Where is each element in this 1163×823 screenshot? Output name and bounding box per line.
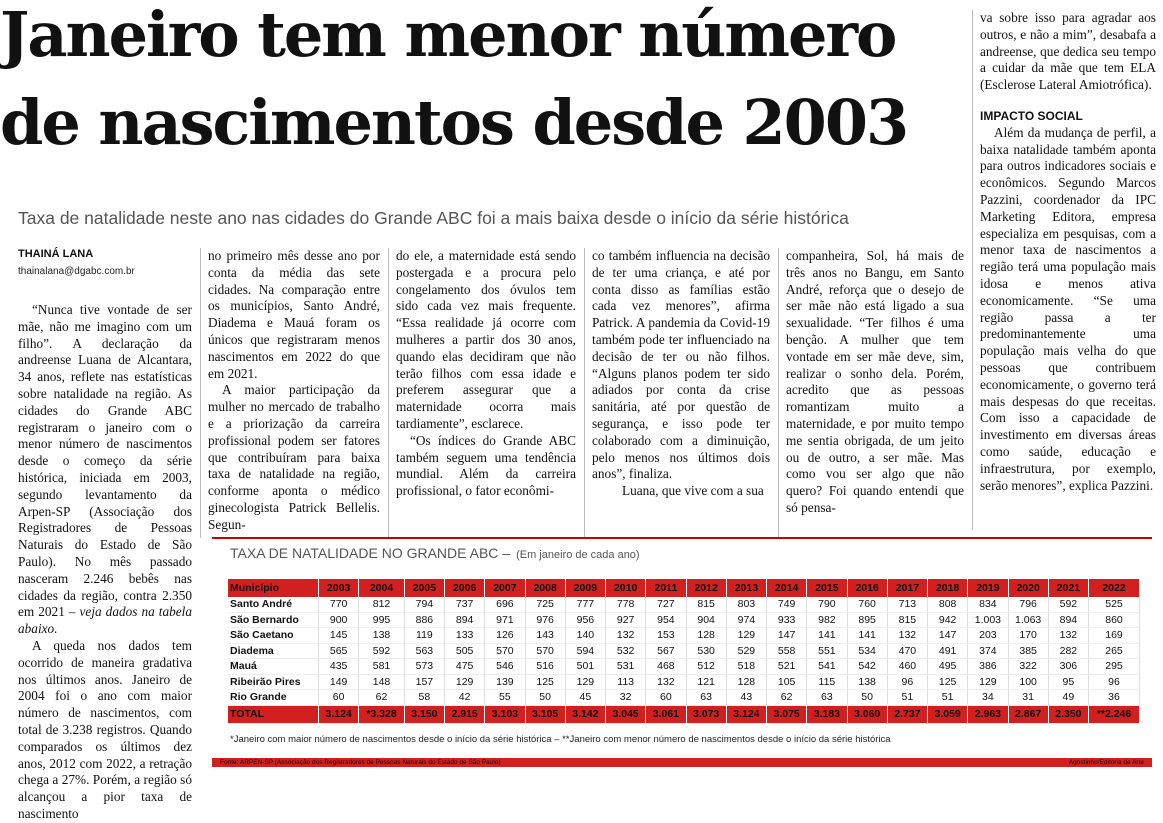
total-cell: 3.124 xyxy=(726,705,766,723)
table-cell: 34 xyxy=(968,690,1008,706)
table-total-row xyxy=(228,705,1140,723)
table-cell: 525 xyxy=(1089,597,1140,612)
col6-paragraph-1: va sobre isso para agradar aos outros, e não a mim”, desabafa a andreense, que dedica seu tempo a cuidar da mãe que tem ELA (Esclerose Lateral Amiotrófica). xyxy=(980,10,1156,93)
birth-rate-table-box xyxy=(212,537,1152,761)
table-cell: 518 xyxy=(726,659,766,675)
table-cell: 505 xyxy=(445,643,485,659)
column-divider xyxy=(584,248,585,538)
column-header-year: 2017 xyxy=(887,579,927,597)
source-bar xyxy=(212,758,1152,767)
table-cell: 322 xyxy=(1008,659,1048,675)
table-cell: 50 xyxy=(847,690,887,706)
column-header-year: 2019 xyxy=(968,579,1008,597)
headline-line-2: de nascimentos desde 2003 xyxy=(0,86,908,159)
table-cell: 796 xyxy=(1008,597,1048,612)
headline-line-1: Janeiro tem menor número xyxy=(0,0,896,71)
byline-author: THAINÁ LANA xyxy=(18,248,94,260)
table-cell: 58 xyxy=(404,690,444,706)
article-column-2 xyxy=(208,248,380,534)
table-cell: 282 xyxy=(1048,643,1088,659)
table-cell: 385 xyxy=(1008,643,1048,659)
table-cell: 265 xyxy=(1089,643,1140,659)
table-cell: 148 xyxy=(359,674,405,690)
table-cell: 581 xyxy=(359,659,405,675)
table-cell: 541 xyxy=(807,659,847,675)
table-cell: 491 xyxy=(928,643,968,659)
table-cell: 128 xyxy=(726,674,766,690)
column-header-year: 2010 xyxy=(606,579,646,597)
column-header-year: 2015 xyxy=(807,579,847,597)
article-column-3 xyxy=(396,248,576,534)
row-label: Rio Grande xyxy=(228,690,319,706)
table-cell: 886 xyxy=(404,612,444,628)
table-cell: 170 xyxy=(1008,628,1048,644)
table-cell: 49 xyxy=(1048,690,1088,706)
total-cell: 2.963 xyxy=(968,705,1008,723)
table-cell: 542 xyxy=(847,659,887,675)
table-cell: 713 xyxy=(887,597,927,612)
table-cell: 592 xyxy=(359,643,405,659)
article-column-4 xyxy=(592,248,770,534)
table-cell: 147 xyxy=(928,628,968,644)
total-cell: 3.142 xyxy=(565,705,605,723)
section-heading-impacto-social: IMPACTO SOCIAL xyxy=(980,108,1083,123)
table-cell: 971 xyxy=(485,612,525,628)
table-cell: 696 xyxy=(485,597,525,612)
table-cell: 558 xyxy=(767,643,807,659)
table-cell: 573 xyxy=(404,659,444,675)
table-cell: 132 xyxy=(646,674,686,690)
total-cell: 2.867 xyxy=(1008,705,1048,723)
total-cell: 3.103 xyxy=(485,705,525,723)
col1-paragraph-2: A queda nos dados tem ocorrido de maneira gradativa nos últimos anos. Janeiro de 2004 foi o ano com maior número de nascimentos, com total de 3.238 registros. Quando comparados os últimos dez anos, 2012 com 2022, a retração chega a 27%. Porém, a região só alcançou a pior taxa de nascimento xyxy=(18,637,192,821)
table-row xyxy=(228,612,1140,628)
byline-email[interactable]: thainalana@dgabc.com.br xyxy=(18,266,135,277)
table-cell: 976 xyxy=(525,612,565,628)
total-cell: 3.183 xyxy=(807,705,847,723)
table-cell: 31 xyxy=(1008,690,1048,706)
table-cell: 725 xyxy=(525,597,565,612)
total-cell: 3.045 xyxy=(606,705,646,723)
table-cell: 115 xyxy=(807,674,847,690)
table-cell: 43 xyxy=(726,690,766,706)
col5-paragraph-1: companheira, Sol, há mais de três anos no Bangu, em Santo André, reforça que o desejo de ser mãe não está ligado a sua sexualidade. “Ter filhos é uma benção. A mulher que tem vontade em ser mãe deve, sim, realizar o sonho dela. Porém, acredito que as pessoas romantizam muito a maternidade, e por muito tempo me sentia obrigada, de um jeito ou de outro, a ser mãe. Mas como vou ser algo que não quero? Foi quando entendi que só pensa- xyxy=(786,248,964,515)
table-cell: 36 xyxy=(1089,690,1140,706)
table-cell: 894 xyxy=(445,612,485,628)
table-cell: 982 xyxy=(807,612,847,628)
table-cell: 149 xyxy=(319,674,359,690)
table-cell: 386 xyxy=(968,659,1008,675)
column-header-year: 2013 xyxy=(726,579,766,597)
table-cell: 95 xyxy=(1048,674,1088,690)
table-cell: 51 xyxy=(887,690,927,706)
column-header-year: 2016 xyxy=(847,579,887,597)
column-header-year: 2021 xyxy=(1048,579,1088,597)
table-cell: 153 xyxy=(646,628,686,644)
column-header-year: 2009 xyxy=(565,579,605,597)
table-cell: 140 xyxy=(565,628,605,644)
table-cell: 956 xyxy=(565,612,605,628)
column-header-year: 2004 xyxy=(359,579,405,597)
row-label: Santo André xyxy=(228,597,319,612)
column-header-year: 2018 xyxy=(928,579,968,597)
table-cell: 904 xyxy=(686,612,726,628)
table-cell: 529 xyxy=(726,643,766,659)
table-cell: 778 xyxy=(606,597,646,612)
table-title-text: TAXA DE NATALIDADE NO GRANDE ABC – xyxy=(230,545,511,561)
table-cell: 141 xyxy=(847,628,887,644)
table-cell: 900 xyxy=(319,612,359,628)
table-cell: 63 xyxy=(686,690,726,706)
table-cell: 895 xyxy=(847,612,887,628)
total-cell: 3.060 xyxy=(847,705,887,723)
table-cell: 777 xyxy=(565,597,605,612)
table-cell: 834 xyxy=(968,597,1008,612)
table-cell: 129 xyxy=(565,674,605,690)
subheadline: Taxa de natalidade neste ano nas cidades do Grande ABC foi a mais baixa desde o início da série histórica xyxy=(18,208,849,228)
column-divider xyxy=(972,10,973,530)
total-cell: 3.073 xyxy=(686,705,726,723)
table-cell: 96 xyxy=(1089,674,1140,690)
table-cell: 139 xyxy=(485,674,525,690)
table-cell: 995 xyxy=(359,612,405,628)
table-cell: 933 xyxy=(767,612,807,628)
total-cell: 3.105 xyxy=(525,705,565,723)
table-cell: 129 xyxy=(726,628,766,644)
table-cell: 119 xyxy=(404,628,444,644)
table-cell: 374 xyxy=(968,643,1008,659)
table-cell: 570 xyxy=(525,643,565,659)
row-label: Ribeirão Pires xyxy=(228,674,319,690)
table-cell: 145 xyxy=(319,628,359,644)
table-cell: 942 xyxy=(928,612,968,628)
table-cell: 815 xyxy=(887,612,927,628)
table-cell: 475 xyxy=(445,659,485,675)
table-cell: 126 xyxy=(485,628,525,644)
table-cell: 157 xyxy=(404,674,444,690)
table-cell: 63 xyxy=(807,690,847,706)
table-cell: 306 xyxy=(1048,659,1088,675)
column-header-year: 2006 xyxy=(445,579,485,597)
table-row xyxy=(228,690,1140,706)
table-cell: 96 xyxy=(887,674,927,690)
table-cell: 808 xyxy=(928,597,968,612)
table-cell: 132 xyxy=(1048,628,1088,644)
table-cell: 470 xyxy=(887,643,927,659)
total-cell: 2.350 xyxy=(1048,705,1088,723)
column-header-year: 2011 xyxy=(646,579,686,597)
table-cell: 812 xyxy=(359,597,405,612)
total-cell: 2.737 xyxy=(887,705,927,723)
column-header-year: 2007 xyxy=(485,579,525,597)
table-cell: 1.063 xyxy=(1008,612,1048,628)
table-cell: 530 xyxy=(686,643,726,659)
col6-paragraph-2: Além da mudança de perfil, a baixa natalidade também aponta para outros indicadores sociais e econômicos. Segundo Marcos Pazzini, coordenador da IPC Marketing Editora, empresa especializa em pesquisas, com a menor taxa de nascimentos a região terá uma população mais idosa e menos ativa economicamente. “Se uma região passa a ter predominantemente uma população mais velha do que pessoas que contribuem economicamente, o governo terá mais despesas do que receitas. Com isso a capacidade de investimento em diversas áreas como saúde, educação e infraestrutura, por exemplo, serão menores”, explica Pazzini. xyxy=(980,124,1156,493)
total-cell: *3.328 xyxy=(359,705,405,723)
column-header-year: 2012 xyxy=(686,579,726,597)
col4-paragraph-2: Luana, que vive com a sua xyxy=(622,483,764,499)
table-cell: 565 xyxy=(319,643,359,659)
table-cell: 546 xyxy=(485,659,525,675)
table-cell: 435 xyxy=(319,659,359,675)
table-cell: 125 xyxy=(928,674,968,690)
total-cell: 3.124 xyxy=(319,705,359,723)
table-cell: 295 xyxy=(1089,659,1140,675)
table-cell: 501 xyxy=(565,659,605,675)
table-cell: 143 xyxy=(525,628,565,644)
table-cell: 141 xyxy=(807,628,847,644)
table-cell: 860 xyxy=(1089,612,1140,628)
total-cell: **2.246 xyxy=(1089,705,1140,723)
total-cell: 3.150 xyxy=(404,705,444,723)
table-cell: 531 xyxy=(606,659,646,675)
table-cell: 45 xyxy=(565,690,605,706)
column-header-year: 2020 xyxy=(1008,579,1048,597)
table-cell: 62 xyxy=(359,690,405,706)
table-cell: 50 xyxy=(525,690,565,706)
table-cell: 60 xyxy=(646,690,686,706)
table-cell: 132 xyxy=(887,628,927,644)
table-subtitle: (Em janeiro de cada ano) xyxy=(516,549,640,561)
column-divider xyxy=(778,248,779,538)
column-divider xyxy=(388,248,389,538)
table-cell: 147 xyxy=(767,628,807,644)
table-cell: 460 xyxy=(887,659,927,675)
table-cell: 567 xyxy=(646,643,686,659)
headline xyxy=(0,0,960,159)
art-credit: Agostinho/Editoria de Arte xyxy=(1068,759,1144,766)
table-cell: 770 xyxy=(319,597,359,612)
article-column-6 xyxy=(980,10,1156,510)
article-column-1 xyxy=(18,302,193,821)
table-cell: 468 xyxy=(646,659,686,675)
table-cell: 594 xyxy=(565,643,605,659)
table-row xyxy=(228,643,1140,659)
col4-paragraph-1: co também influencia na decisão de ter uma criança, e até por conta disso as famílias estão cada vez menores”, afirma Patrick. A pandemia da Covid-19 também pode ter influenciado na decisão de ter ou não filhos. “Alguns planos podem ter sido adiados por conta da crise sanitária, até por questão de segurança, e isso pode ter colaborado com a diminuição, pelo menos nos últimos dois anos”, finaliza. xyxy=(592,248,770,482)
table-cell: 954 xyxy=(646,612,686,628)
column-header-year: 2005 xyxy=(404,579,444,597)
table-cell: 803 xyxy=(726,597,766,612)
table-cell: 62 xyxy=(767,690,807,706)
table-cell: 894 xyxy=(1048,612,1088,628)
table-cell: 974 xyxy=(726,612,766,628)
column-header-year: 2022 xyxy=(1089,579,1140,597)
table-cell: 129 xyxy=(445,674,485,690)
table-cell: 927 xyxy=(606,612,646,628)
table-cell: 516 xyxy=(525,659,565,675)
table-cell: 55 xyxy=(485,690,525,706)
table-cell: 534 xyxy=(847,643,887,659)
total-cell: 2.915 xyxy=(445,705,485,723)
table-cell: 125 xyxy=(525,674,565,690)
total-label: TOTAL xyxy=(228,705,319,723)
table-cell: 113 xyxy=(606,674,646,690)
col1-table-reference: veja dados na tabela abaixo. xyxy=(18,604,193,637)
table-cell: 133 xyxy=(445,628,485,644)
total-cell: 3.061 xyxy=(646,705,686,723)
table-cell: 121 xyxy=(686,674,726,690)
col3-paragraph-2: “Os índices do Grande ABC também seguem uma tendência mundial. Além da carreira profissional, o fator econômi- xyxy=(396,432,576,499)
table-row xyxy=(228,674,1140,690)
column-header-municipio: Município xyxy=(228,579,319,597)
row-label: São Caetano xyxy=(228,628,319,644)
table-cell: 105 xyxy=(767,674,807,690)
column-header-year: 2003 xyxy=(319,579,359,597)
table-cell: 760 xyxy=(847,597,887,612)
table-cell: 727 xyxy=(646,597,686,612)
col3-paragraph-1: do ele, a maternidade está sendo postergada e a procura pelo congelamento dos óvulos tem sido cada vez mais frequente. “Essa realidade já ocorre com mulheres a partir dos 30 anos, quando elas decidiram que não terão filhos com essa idade e preferem assegurar que a maternidade ocorra mais tardiamente”, esclarece. xyxy=(396,248,576,431)
table-cell: 60 xyxy=(319,690,359,706)
total-cell: 3.059 xyxy=(928,705,968,723)
table-cell: 592 xyxy=(1048,597,1088,612)
col2-paragraph-2: A maior participação da mulher no mercado de trabalho e a priorização da carreira profissional podem ser fatores que contribuíram para baixa taxa de natalidade na região, conforme aponta o médico ginecologista Patrick Bellelis. Segun- xyxy=(208,382,380,532)
col2-paragraph-1: no primeiro mês desse ano por conta da média das sete cidades. Na comparação entre os municípios, Santo André, Diadema e Mauá foram os únicos que registraram menos nascimentos em 2022 do que em 2021. xyxy=(208,248,380,381)
column-header-year: 2014 xyxy=(767,579,807,597)
table-title xyxy=(230,545,640,561)
table-cell: 128 xyxy=(686,628,726,644)
table-cell: 138 xyxy=(359,628,405,644)
col1-paragraph-1: “Nunca tive vontade de ser mãe, não me imagino com um filho”. A declaração da andreense Luana de Alcantara, 34 anos, reflete nas estatísticas sobre natalidade na região. As cidades do Grande ABC registraram o janeiro com o menor número de nascimentos desde o começo da série histórica, iniciada em 2003, segundo levantamento da Arpen-SP (Associação dos Registradores de Pessoas Naturais do Estado de São Paulo). No mês passado nasceram 2.246 bebês nas cidades da região, contra 2.350 em 2021 – xyxy=(18,302,192,620)
table-cell: 790 xyxy=(807,597,847,612)
table-cell: 42 xyxy=(445,690,485,706)
table-cell: 563 xyxy=(404,643,444,659)
row-label: São Bernardo xyxy=(228,612,319,628)
table-row xyxy=(228,597,1140,612)
row-label: Diadema xyxy=(228,643,319,659)
total-cell: 3.075 xyxy=(767,705,807,723)
table-cell: 815 xyxy=(686,597,726,612)
table-cell: 132 xyxy=(606,628,646,644)
table-header-row xyxy=(228,579,1140,597)
table-cell: 203 xyxy=(968,628,1008,644)
table-cell: 100 xyxy=(1008,674,1048,690)
table-cell: 794 xyxy=(404,597,444,612)
table-cell: 169 xyxy=(1089,628,1140,644)
row-label: Mauá xyxy=(228,659,319,675)
birth-rate-table xyxy=(228,579,1140,724)
table-cell: 551 xyxy=(807,643,847,659)
table-cell: 1.003 xyxy=(968,612,1008,628)
article-column-5 xyxy=(786,248,964,534)
column-header-year: 2008 xyxy=(525,579,565,597)
table-cell: 521 xyxy=(767,659,807,675)
table-cell: 570 xyxy=(485,643,525,659)
table-source: Fonte: ARPEN-SP (Associação dos Registradores de Pessoas Naturais do Estado de São Paulo) xyxy=(220,759,501,766)
table-cell: 129 xyxy=(968,674,1008,690)
table-row xyxy=(228,628,1140,644)
table-cell: 532 xyxy=(606,643,646,659)
table-footnote: *Janeiro com maior número de nascimentos desde o início da série histórica – **Janeiro com menor número de nascimentos desde o início da série histórica xyxy=(230,734,891,745)
table-cell: 495 xyxy=(928,659,968,675)
table-cell: 138 xyxy=(847,674,887,690)
table-cell: 749 xyxy=(767,597,807,612)
table-cell: 512 xyxy=(686,659,726,675)
table-row xyxy=(228,659,1140,675)
column-divider xyxy=(200,248,201,538)
table-cell: 51 xyxy=(928,690,968,706)
table-cell: 32 xyxy=(606,690,646,706)
table-cell: 737 xyxy=(445,597,485,612)
